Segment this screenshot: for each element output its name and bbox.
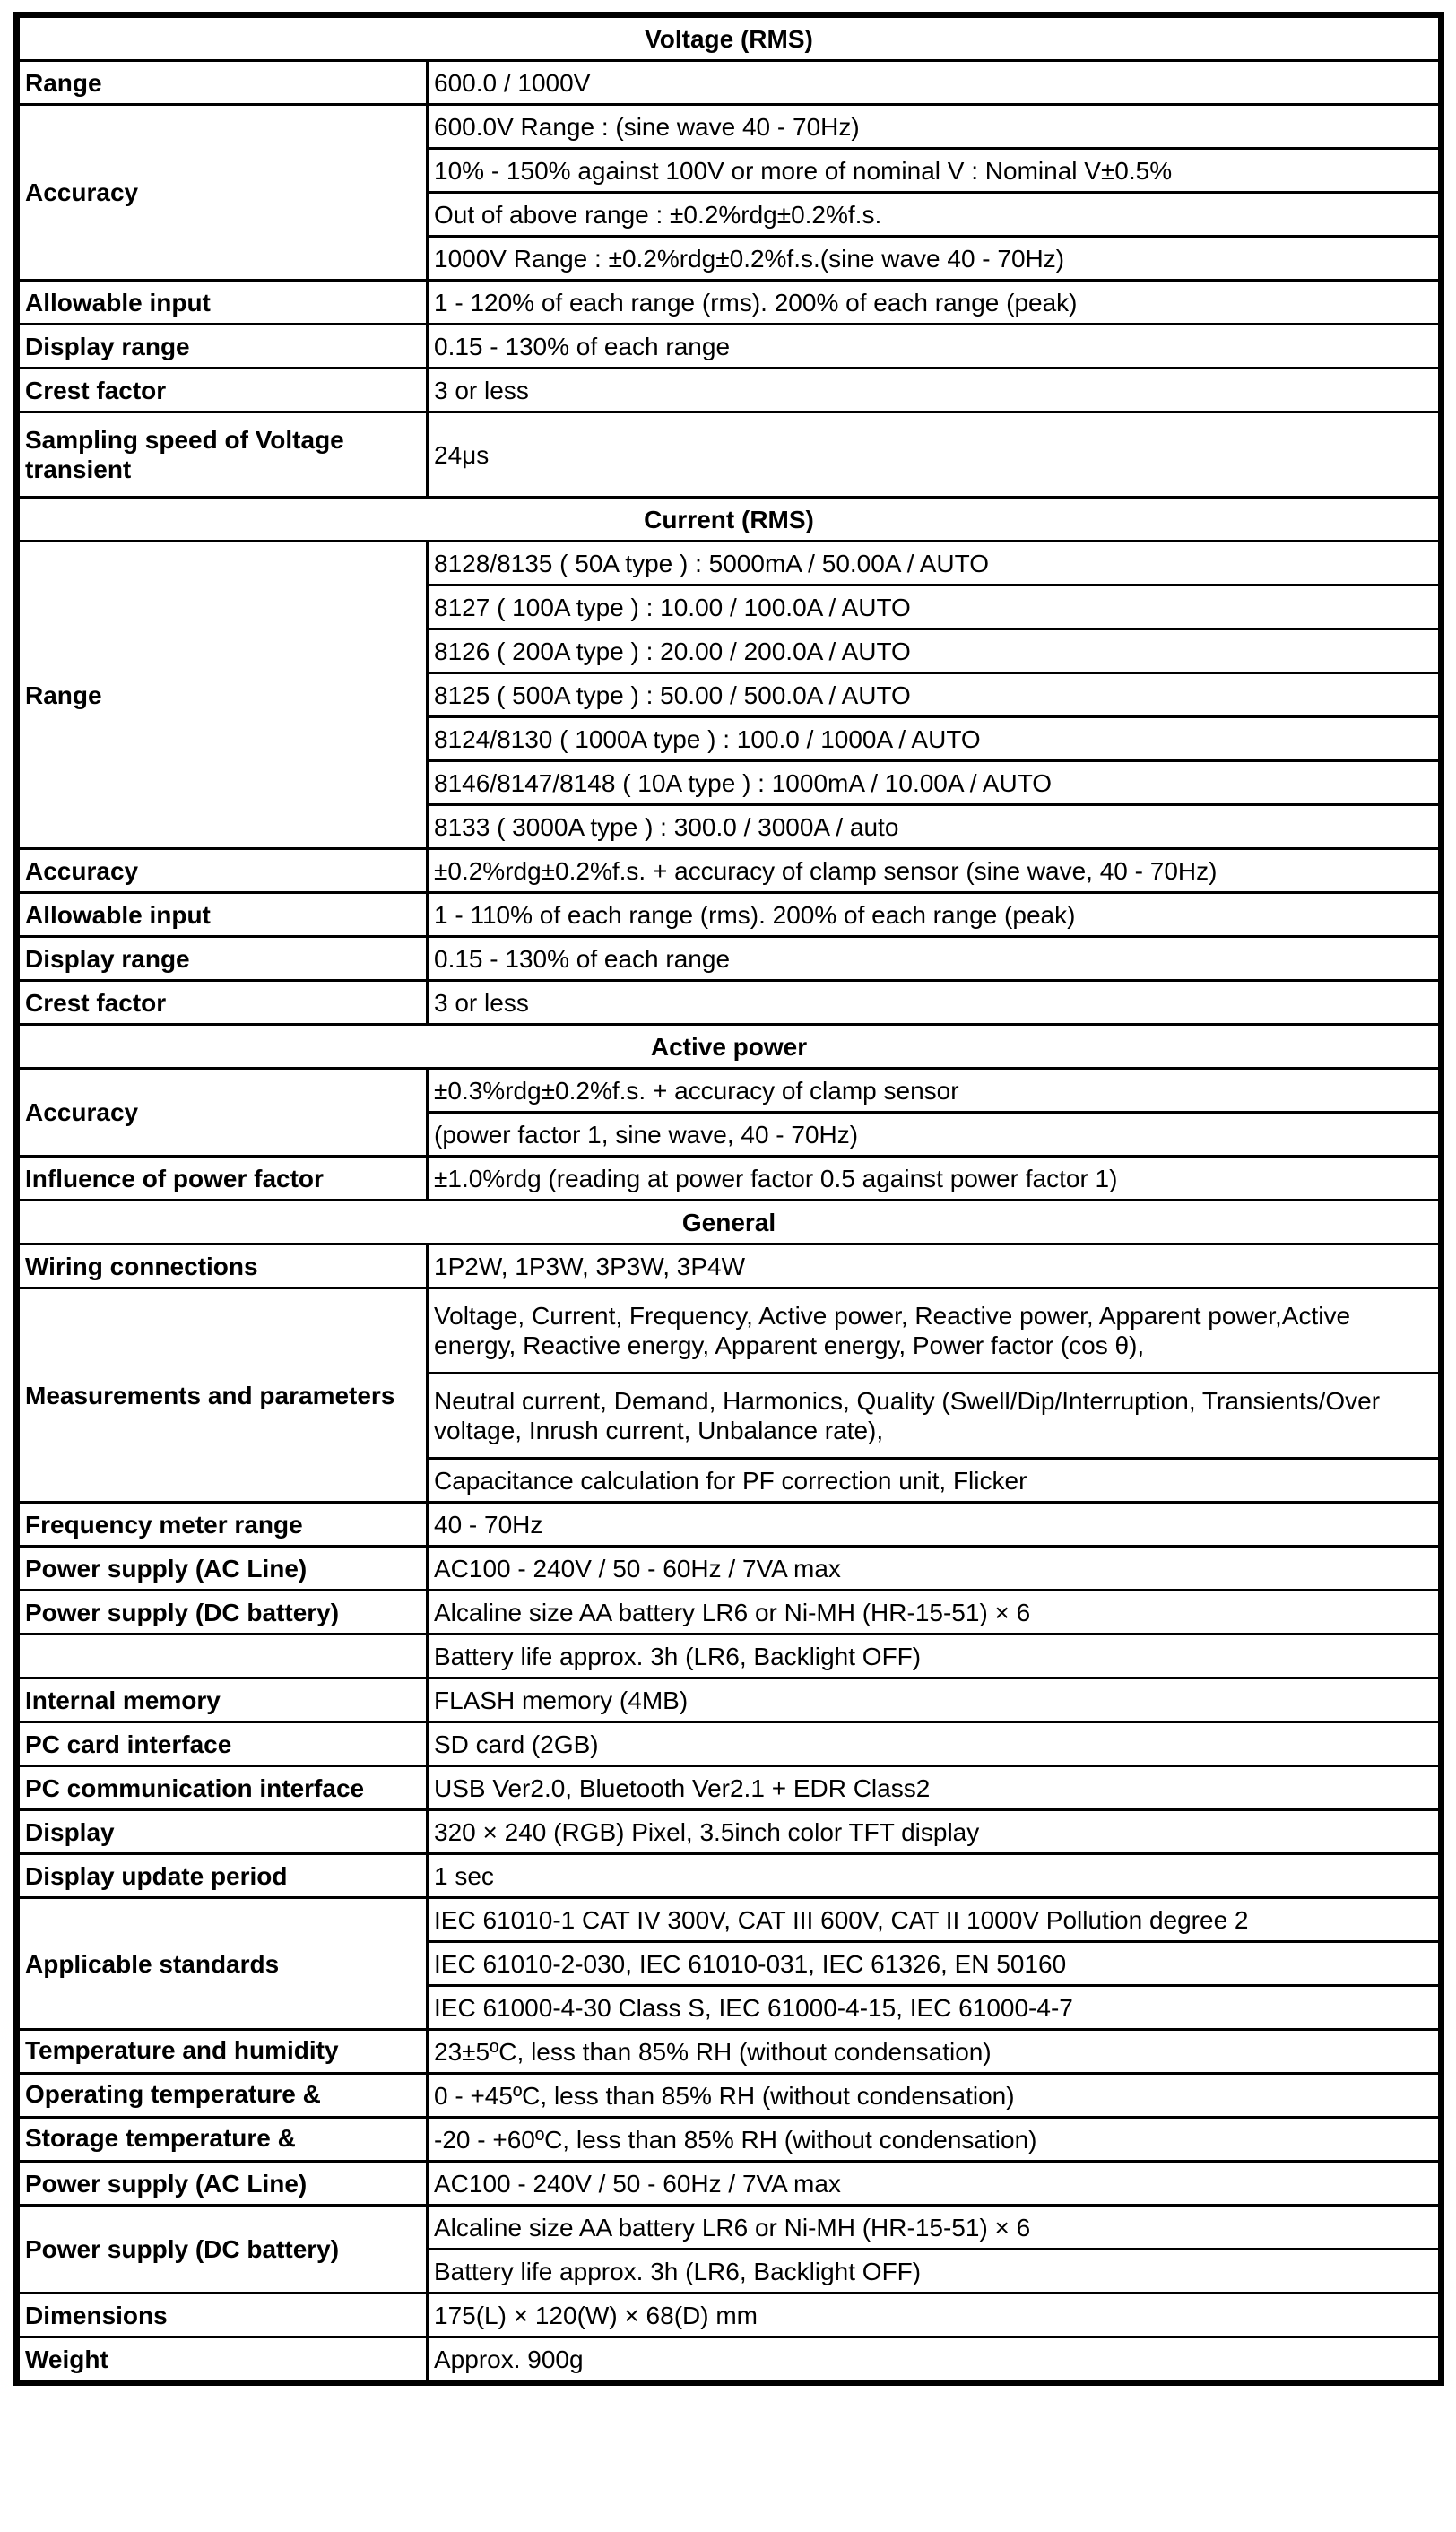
row-value: 175(L) × 120(W) × 68(D) mm: [428, 2294, 1442, 2337]
table-row: [17, 325, 1442, 369]
row-value: 1000V Range : ±0.2%rdg±0.2%f.s.(sine wave 40 - 70Hz): [428, 237, 1442, 281]
row-label: Display range: [17, 937, 428, 981]
row-label: Range: [17, 61, 428, 105]
row-label: Crest factor: [17, 369, 428, 412]
row-value: ±1.0%rdg (reading at power factor 0.5 against power factor 1): [428, 1157, 1442, 1201]
row-label: Influence of power factor: [17, 1157, 428, 1201]
section-title-voltage: Voltage (RMS): [17, 15, 1442, 61]
table-row: [17, 1678, 1442, 1722]
table-row: [17, 1810, 1442, 1854]
row-label: Accuracy: [17, 1069, 428, 1157]
section-header-row: [17, 1201, 1442, 1244]
row-value: 8128/8135 ( 50A type ) : 5000mA / 50.00A / AUTO: [428, 542, 1442, 585]
table-row: [17, 2074, 1442, 2118]
row-label: Measurements and parameters: [17, 1288, 428, 1503]
row-value: Capacitance calculation for PF correction unit, Flicker: [428, 1459, 1442, 1503]
row-value: ±0.2%rdg±0.2%f.s. + accuracy of clamp sensor (sine wave, 40 - 70Hz): [428, 849, 1442, 893]
row-label: Crest factor: [17, 981, 428, 1025]
specifications-table: [13, 12, 1444, 2386]
row-value: 8126 ( 200A type ) : 20.00 / 200.0A / AUTO: [428, 629, 1442, 673]
row-value: (power factor 1, sine wave, 40 - 70Hz): [428, 1113, 1442, 1157]
row-label: Weight: [17, 2337, 428, 2383]
row-value: 0.15 - 130% of each range: [428, 937, 1442, 981]
table-row: [17, 1722, 1442, 1766]
row-value: 1 sec: [428, 1854, 1442, 1898]
table-row: [17, 1547, 1442, 1591]
row-label: Power supply (DC battery): [17, 1591, 428, 1635]
row-value: 1P2W, 1P3W, 3P3W, 3P4W: [428, 1244, 1442, 1288]
table-row: [17, 61, 1442, 105]
row-label: Sampling speed of Voltage transient: [17, 412, 428, 498]
row-value: 8124/8130 ( 1000A type ) : 100.0 / 1000A / AUTO: [428, 717, 1442, 761]
table-row: [17, 849, 1442, 893]
row-value: Battery life approx. 3h (LR6, Backlight OFF): [428, 1635, 1442, 1678]
row-value: 8146/8147/8148 ( 10A type ) : 1000mA / 10.00A / AUTO: [428, 761, 1442, 805]
row-label: PC card interface: [17, 1722, 428, 1766]
row-value: IEC 61010-1 CAT IV 300V, CAT III 600V, CAT II 1000V Pollution degree 2: [428, 1898, 1442, 1942]
row-label: Wiring connections: [17, 1244, 428, 1288]
table-row: [17, 1591, 1442, 1635]
row-label: Storage temperature &: [17, 2118, 428, 2162]
row-label: Accuracy: [17, 849, 428, 893]
row-label: Applicable standards: [17, 1898, 428, 2030]
table-row: [17, 1854, 1442, 1898]
table-row: [17, 1766, 1442, 1810]
table-row: [17, 2294, 1442, 2337]
table-row: [17, 893, 1442, 937]
section-header-row: [17, 15, 1442, 61]
table-row: [17, 937, 1442, 981]
row-value: Out of above range : ±0.2%rdg±0.2%f.s.: [428, 193, 1442, 237]
section-title-general: General: [17, 1201, 1442, 1244]
row-value: 24μs: [428, 412, 1442, 498]
table-row: [17, 981, 1442, 1025]
row-value: -20 - +60ºC, less than 85% RH (without condensation): [428, 2118, 1442, 2162]
row-value: 600.0 / 1000V: [428, 61, 1442, 105]
row-label: Temperature and humidity: [17, 2030, 428, 2074]
row-value: 1 - 110% of each range (rms). 200% of each range (peak): [428, 893, 1442, 937]
row-value: FLASH memory (4MB): [428, 1678, 1442, 1722]
row-label: Allowable input: [17, 281, 428, 325]
row-label: Power supply (AC Line): [17, 1547, 428, 1591]
row-value: SD card (2GB): [428, 1722, 1442, 1766]
row-value: 0.15 - 130% of each range: [428, 325, 1442, 369]
row-value: 8127 ( 100A type ) : 10.00 / 100.0A / AUTO: [428, 585, 1442, 629]
row-label: Power supply (DC battery): [17, 2206, 428, 2294]
row-label: Frequency meter range: [17, 1503, 428, 1547]
table-row: [17, 2162, 1442, 2206]
row-label: PC communication interface: [17, 1766, 428, 1810]
table-row: [17, 1503, 1442, 1547]
table-row: [17, 2206, 1442, 2250]
row-label: Display range: [17, 325, 428, 369]
row-value: 23±5ºC, less than 85% RH (without condensation): [428, 2030, 1442, 2074]
row-value: USB Ver2.0, Bluetooth Ver2.1 + EDR Class2: [428, 1766, 1442, 1810]
table-row: [17, 1069, 1442, 1113]
row-value: 40 - 70Hz: [428, 1503, 1442, 1547]
row-value: 600.0V Range : (sine wave 40 - 70Hz): [428, 105, 1442, 149]
row-value: 3 or less: [428, 369, 1442, 412]
row-label-empty: [17, 1635, 428, 1678]
row-label: Dimensions: [17, 2294, 428, 2337]
row-label: Range: [17, 542, 428, 849]
table-row: [17, 369, 1442, 412]
row-label: Power supply (AC Line): [17, 2162, 428, 2206]
table-row: [17, 1898, 1442, 1942]
table-row: [17, 1244, 1442, 1288]
row-label: Display: [17, 1810, 428, 1854]
table-row: [17, 281, 1442, 325]
table-row: [17, 2337, 1442, 2383]
row-label: Internal memory: [17, 1678, 428, 1722]
row-value: 1 - 120% of each range (rms). 200% of each range (peak): [428, 281, 1442, 325]
row-value: 8133 ( 3000A type ) : 300.0 / 3000A / auto: [428, 805, 1442, 849]
row-label: Display update period: [17, 1854, 428, 1898]
row-value: AC100 - 240V / 50 - 60Hz / 7VA max: [428, 1547, 1442, 1591]
table-row: [17, 1288, 1442, 1374]
row-value: Neutral current, Demand, Harmonics, Quality (Swell/Dip/Interruption, Transients/Over voltage, Inrush current, Unbalance rate),: [428, 1374, 1442, 1459]
row-value: Battery life approx. 3h (LR6, Backlight OFF): [428, 2250, 1442, 2294]
row-value: 0 - +45ºC, less than 85% RH (without condensation): [428, 2074, 1442, 2118]
row-value: Voltage, Current, Frequency, Active power, Reactive power, Apparent power,Active energy, Reactive energy, Apparent energy, Power factor (cos θ),: [428, 1288, 1442, 1374]
row-value: Approx. 900g: [428, 2337, 1442, 2383]
table-row: [17, 2030, 1442, 2074]
row-value: Alcaline size AA battery LR6 or Ni-MH (HR-15-51) × 6: [428, 1591, 1442, 1635]
row-value: 10% - 150% against 100V or more of nominal V : Nominal V±0.5%: [428, 149, 1442, 193]
row-label: Allowable input: [17, 893, 428, 937]
row-label: Operating temperature &: [17, 2074, 428, 2118]
table-row: [17, 412, 1442, 498]
section-header-row: [17, 1025, 1442, 1069]
section-header-row: [17, 498, 1442, 542]
section-title-active-power: Active power: [17, 1025, 1442, 1069]
row-value: 3 or less: [428, 981, 1442, 1025]
table-row: [17, 1157, 1442, 1201]
section-title-current: Current (RMS): [17, 498, 1442, 542]
row-label: Accuracy: [17, 105, 428, 281]
table-row: [17, 2118, 1442, 2162]
row-value: ±0.3%rdg±0.2%f.s. + accuracy of clamp sensor: [428, 1069, 1442, 1113]
row-value: IEC 61010-2-030, IEC 61010-031, IEC 61326, EN 50160: [428, 1942, 1442, 1986]
table-row: [17, 105, 1442, 149]
table-row: [17, 542, 1442, 585]
row-value: 8125 ( 500A type ) : 50.00 / 500.0A / AUTO: [428, 673, 1442, 717]
table-row: [17, 1635, 1442, 1678]
row-value: AC100 - 240V / 50 - 60Hz / 7VA max: [428, 2162, 1442, 2206]
row-value: Alcaline size AA battery LR6 or Ni-MH (HR-15-51) × 6: [428, 2206, 1442, 2250]
row-value: 320 × 240 (RGB) Pixel, 3.5inch color TFT display: [428, 1810, 1442, 1854]
row-value: IEC 61000-4-30 Class S, IEC 61000-4-15, IEC 61000-4-7: [428, 1986, 1442, 2030]
